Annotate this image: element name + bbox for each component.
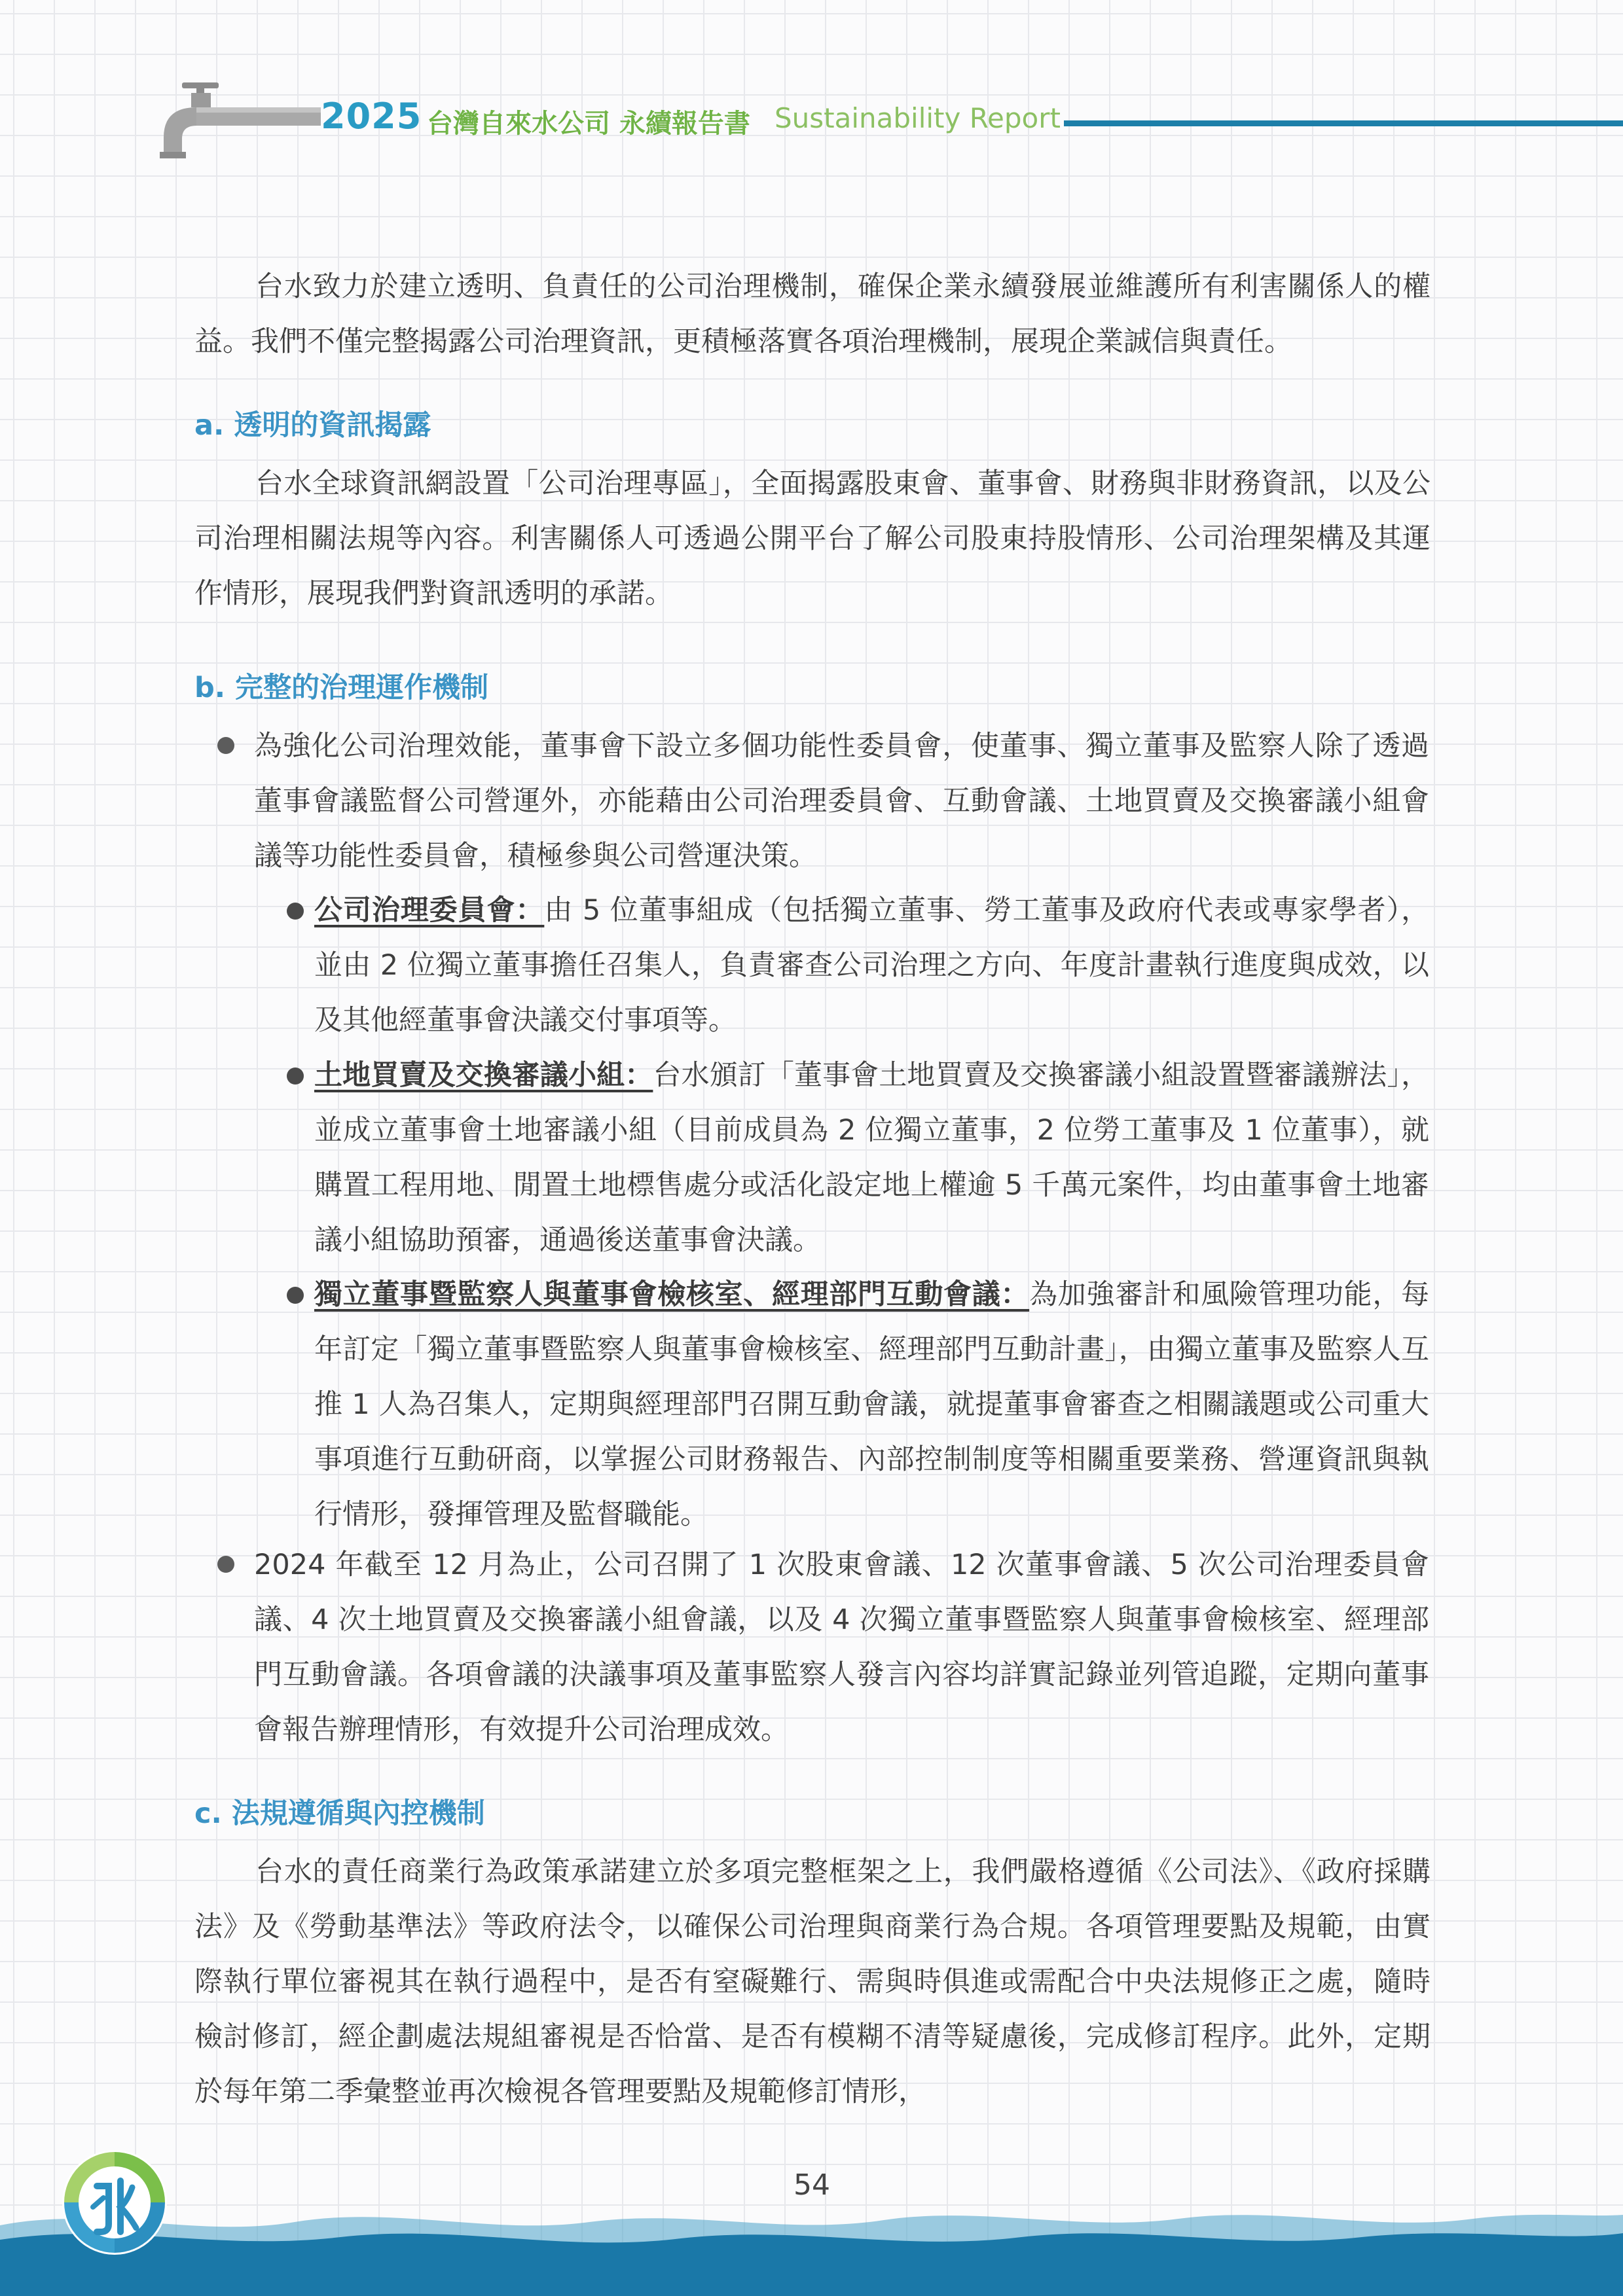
- intro-paragraph: 台水致力於建立透明、負責任的公司治理機制，確保企業永續發展並維護所有利害關係人的權益。我們不僅完整揭露公司治理資訊，更積極落實各項治理機制，展現企業誠信與責任。: [194, 270, 1431, 358]
- bullet-dot-icon: [217, 1556, 234, 1573]
- sub2-text: 台水頒訂「董事會土地買賣及交換審議小組設置暨審議辦法」，並成立董事會土地審議小組（目前成員為 2 位獨立董事，2 位勞工董事及 1 位董事），就購置工程用地、閒置土地標售處分或活化設定地上權逾 5 千萬元案件，均由董事會土地審議小組協助預審，通過後送董事會決議。: [314, 1059, 1430, 1257]
- report-subtitle: Sustainability Report: [775, 102, 1061, 134]
- faucet-icon: [157, 79, 321, 164]
- header-rule: [1064, 120, 1623, 126]
- report-year: 2025: [321, 96, 422, 137]
- sub1-text: 由 5 位董事組成（包括獨立董事、勞工董事及政府代表或專家學者），並由 2 位獨立董事擔任召集人，負責審查公司治理之方向、年度計畫執行進度與成效，以及其他經董事會決議交付事項等。: [314, 894, 1429, 1037]
- wave-decoration: [0, 2199, 1623, 2296]
- sub3-text: 為加強審計和風險管理功能，每年訂定「獨立董事暨監察人與董事會檢核室、經理部門互動計畫」，由獨立董事及監察人互推 1 人為召集人，定期與經理部門召開互動會議，就提董事會審查之相關議題或公司重大事項進行互動研商，以掌握公司財務報告、內部控制制度等相關重要業務、營運資訊與執行情形，發揮管理及監督職能。: [314, 1278, 1430, 1531]
- term-interaction-meeting: 獨立董事暨監察人與董事會檢核室、經理部門互動會議：: [314, 1278, 1030, 1311]
- water-company-logo-icon: [59, 2147, 170, 2258]
- section-c-heading: c. 法規遵循與內控機制: [194, 1797, 485, 1830]
- bullet-meetings-2024: [254, 1537, 1429, 1757]
- section-a-heading: a. 透明的資訊揭露: [194, 409, 431, 442]
- sub-bullet-dot-icon: [287, 903, 304, 920]
- page-header: [0, 0, 1623, 170]
- page-footer: [0, 2121, 1623, 2296]
- term-governance-committee: 公司治理委員會：: [314, 894, 545, 927]
- section-a-paragraph: 台水全球資訊網設置「公司治理專區」，全面揭露股東會、董事會、財務與非財務資訊，以及公司治理相關法規等內容。利害關係人可透過公開平台了解公司股東持股情形、公司治理架構及其運作情形，展現我們對資訊透明的承諾。: [194, 467, 1431, 610]
- bullet-dot-icon: [217, 737, 234, 754]
- section-b-heading: b. 完整的治理運作機制: [194, 672, 489, 704]
- sub-bullet-governance-committee: [314, 883, 1429, 1048]
- term-land-committee: 土地買賣及交換審議小組：: [314, 1059, 653, 1092]
- bullet-committees-text: 為強化公司治理效能，董事會下設立多個功能性委員會，使董事、獨立董事及監察人除了透過董事會議監督公司營運外，亦能藉由公司治理委員會、互動會議、土地買賣及交換審議小組會議等功能性委員會，積極參與公司營運決策。: [254, 730, 1429, 872]
- page-number: 54: [793, 2168, 830, 2202]
- sub-bullet-land-committee: [314, 1048, 1429, 1268]
- bullet-committees: [254, 719, 1429, 884]
- sub-bullet-interaction-meeting: [314, 1267, 1429, 1542]
- section-c-paragraph: 台水的責任商業行為政策承諾建立於多項完整框架之上，我們嚴格遵循《公司法》、《政府採購法》及《勞動基準法》等政府法令，以確保公司治理與商業行為合規。各項管理要點及規範，由實際執行單位審視其在執行過程中，是否有窒礙難行、需與時俱進或需配合中央法規修正之處，隨時檢討修訂，經企劃處法規組審視是否恰當、是否有模糊不清等疑慮後，完成修訂程序。此外，定期於每年第二季彙整並再次檢視各管理要點及規範修訂情形，: [194, 1856, 1431, 2108]
- bullet-meetings-text: 2024 年截至 12 月為止，公司召開了 1 次股東會議、12 次董事會議、5 次公司治理委員會議、4 次土地買賣及交換審議小組會議，以及 4 次獨立董事暨監察人與董事會檢核室、經理部門互動會議。各項會議的決議事項及董事監察人發言內容均詳實記錄並列管追蹤，定期向董事會報告辦理情形，有效提升公司治理成效。: [254, 1549, 1429, 1746]
- report-title: 台灣自來水公司 永續報告書: [427, 109, 750, 139]
- sub-bullet-dot-icon: [287, 1287, 304, 1304]
- sub-bullet-dot-icon: [287, 1067, 304, 1085]
